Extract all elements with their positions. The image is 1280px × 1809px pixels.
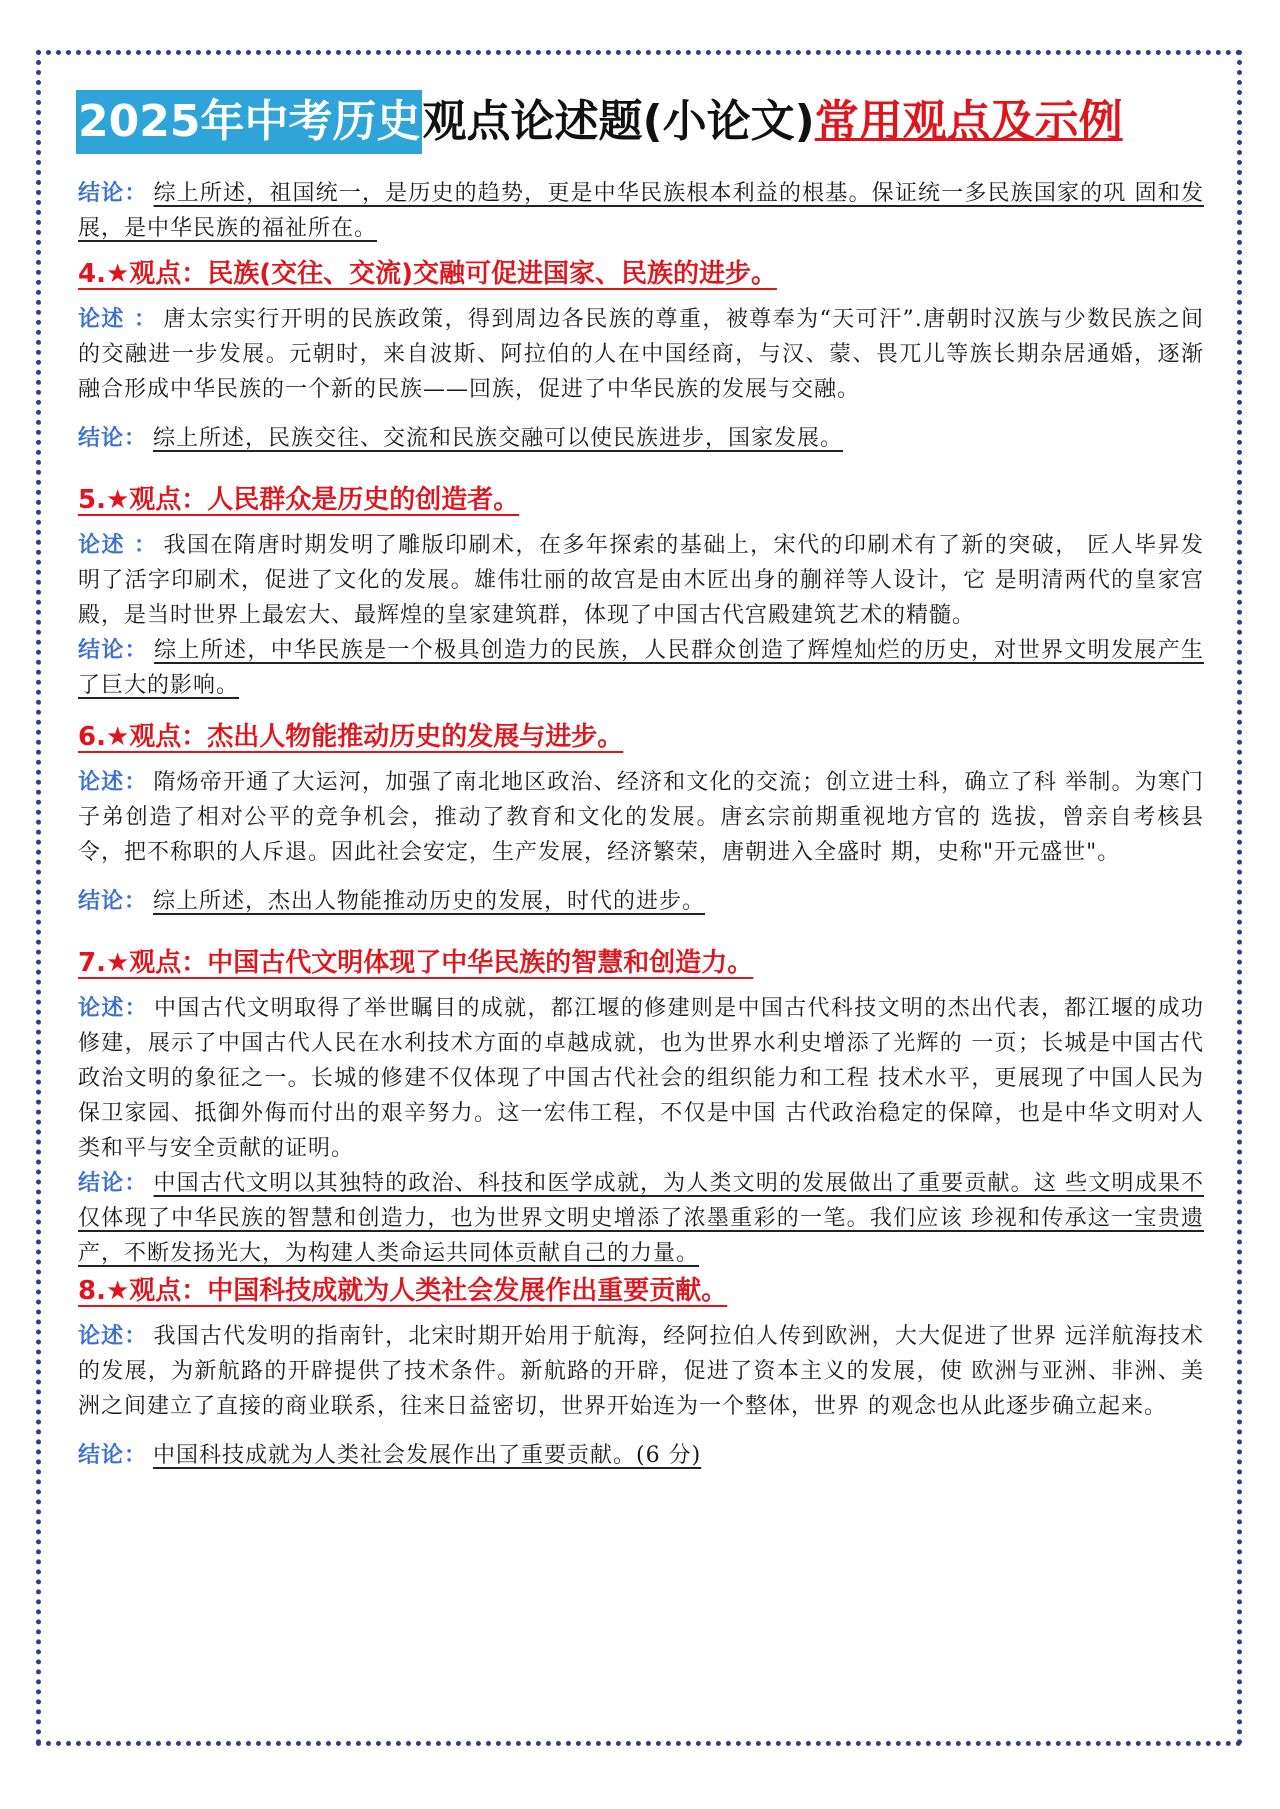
section-argument-6: [78, 765, 1204, 870]
section-heading-6: 6.★观点：杰出人物能推动历史的发展与进步。: [78, 722, 624, 752]
conclusion-label: 结论：: [78, 1442, 148, 1468]
argument-label: 论述 ：: [78, 306, 158, 332]
section-conclusion-7: [78, 1166, 1204, 1271]
argument-label: 论述 ：: [78, 532, 158, 558]
argument-text: 中国古代文明取得了举世瞩目的成就，都江堰的修建则是中国古代科技文明的杰出代表，都江堰的成功修建，展示了中国古代人民在水利技术方面的卓越成就，也为世界水利史增添了光辉的 一页；长城是中国古代政治文明的象征之一。长城的修建不仅体现了中国古代社会的组织能力和工程 技术水平，更展现了中国人民为保卫家园、抵御外侮而付出的艰辛努力。这一宏伟工程，不仅是中国 古代政治稳定的保障，也是中华文明对人类和平与安全贡献的证明。: [78, 996, 1204, 1161]
content: [78, 176, 1204, 1473]
title-question-type: 观点论述题(小论文): [422, 96, 815, 147]
argument-text: 唐太宗实行开明的民族政策，得到周边各民族的尊重，被尊奉为“天可汗”.唐朝时汉族与少数民族之间的交融进一步发展。元朝时，来自波斯、阿拉伯的人在中国经商，与汉、蒙、畏兀儿等族长期杂居通婚，逐渐融合形成中华民族的一个新的民族——回族，促进了中华民族的发展与交融。: [78, 307, 1204, 402]
argument-text: 隋炀帝开通了大运河，加强了南北地区政治、经济和文化的交流；创立进士科，确立了科 举制。为寒门子弟创造了相对公平的竞争机会，推动了教育和文化的发展。唐玄宗前期重视地方官的 选拔，曾亲自考核县令，把不称职的人斥退。因此社会安定，生产发展，经济繁荣，唐朝进入全盛时 期，史称"开元盛世"。: [78, 770, 1204, 865]
intro-conclusion: [78, 176, 1204, 246]
page-title: [76, 90, 1123, 154]
conclusion-label: 结论：: [78, 425, 148, 451]
conclusion-label: 结论：: [78, 888, 148, 914]
argument-text: 我国古代发明的指南针，北宋时期开始用于航海，经阿拉伯人传到欧洲，大大促进了世界 远洋航海技术的发展，为新航路的开辟提供了技术条件。新航路的开辟，促进了资本主义的发展，使 欧洲与亚洲、非洲、美洲之间建立了直接的商业联系，往来日益密切，世界开始连为一个整体，世界 的观念也从此逐步确立起来。: [78, 1324, 1204, 1419]
section-conclusion-8: [78, 1438, 1204, 1473]
argument-label: 论述：: [78, 769, 148, 795]
argument-text: 我国在隋唐时期发明了雕版印刷术，在多年探索的基础上，宋代的印刷术有了新的突破， 匠人毕昇发明了活字印刷术，促进了文化的发展。雄伟壮丽的故宫是由木匠出身的蒯祥等人设计，它 是明清两代的皇家宫殿，是当时世界上最宏大、最辉煌的皇家建筑群，体现了中国古代宫殿建筑艺术的精髓。: [78, 533, 1204, 628]
section-argument-8: [78, 1319, 1204, 1424]
conclusion-text: 综上所述，祖国统一，是历史的趋势，更是中华民族根本利益的根基。保证统一多民族国家的巩 固和发展，是中华民族的福祉所在。: [78, 181, 1204, 241]
section-argument-5: [78, 528, 1204, 633]
conclusion-text: 中国科技成就为人类社会发展作出了重要贡献。(6 分): [153, 1443, 702, 1468]
section-heading-5: 5.★观点：人民群众是历史的创造者。: [78, 485, 520, 515]
section-conclusion-6: [78, 884, 1204, 919]
argument-label: 论述：: [78, 995, 149, 1021]
section-heading-7: 7.★观点：中国古代文明体现了中华民族的智慧和创造力。: [78, 948, 754, 978]
section-argument-7: [78, 991, 1204, 1166]
conclusion-text: 综上所述，杰出人物能推动历史的发展，时代的进步。: [153, 889, 706, 914]
argument-label: 论述：: [78, 1323, 148, 1349]
section-conclusion-4: [78, 421, 1204, 456]
conclusion-text: 中国古代文明以其独特的政治、科技和医学成就，为人类文明的发展做出了重要贡献。这 些文明成果不仅体现了中华民族的智慧和创造力，也为世界文明史增添了浓墨重彩的一笔。我们应该 珍视和传承这一宝贵遗产，不断发扬光大，为构建人类命运共同体贡献自己的力量。: [78, 1171, 1204, 1266]
conclusion-text: 综上所述，民族交往、交流和民族交融可以使民族进步，国家发展。: [153, 426, 844, 451]
section-argument-4: [78, 302, 1204, 407]
conclusion-label: 结论：: [78, 637, 149, 663]
section-heading-8: 8.★观点：中国科技成就为人类社会发展作出重要贡献。: [78, 1276, 728, 1306]
conclusion-label: 结论：: [78, 180, 148, 206]
title-common-views: 常用观点及示例: [814, 96, 1123, 147]
conclusion-label: 结论：: [78, 1170, 148, 1196]
conclusion-text: 综上所述，中华民族是一个极具创造力的民族，人民群众创造了辉煌灿烂的历史，对世界文明发展产生了巨大的影响。: [78, 638, 1204, 698]
section-conclusion-5: [78, 633, 1204, 703]
title-year-subject: 2025年中考历史: [76, 90, 422, 154]
section-heading-4: 4.★观点：民族(交往、交流)交融可促进国家、民族的进步。: [78, 259, 778, 289]
